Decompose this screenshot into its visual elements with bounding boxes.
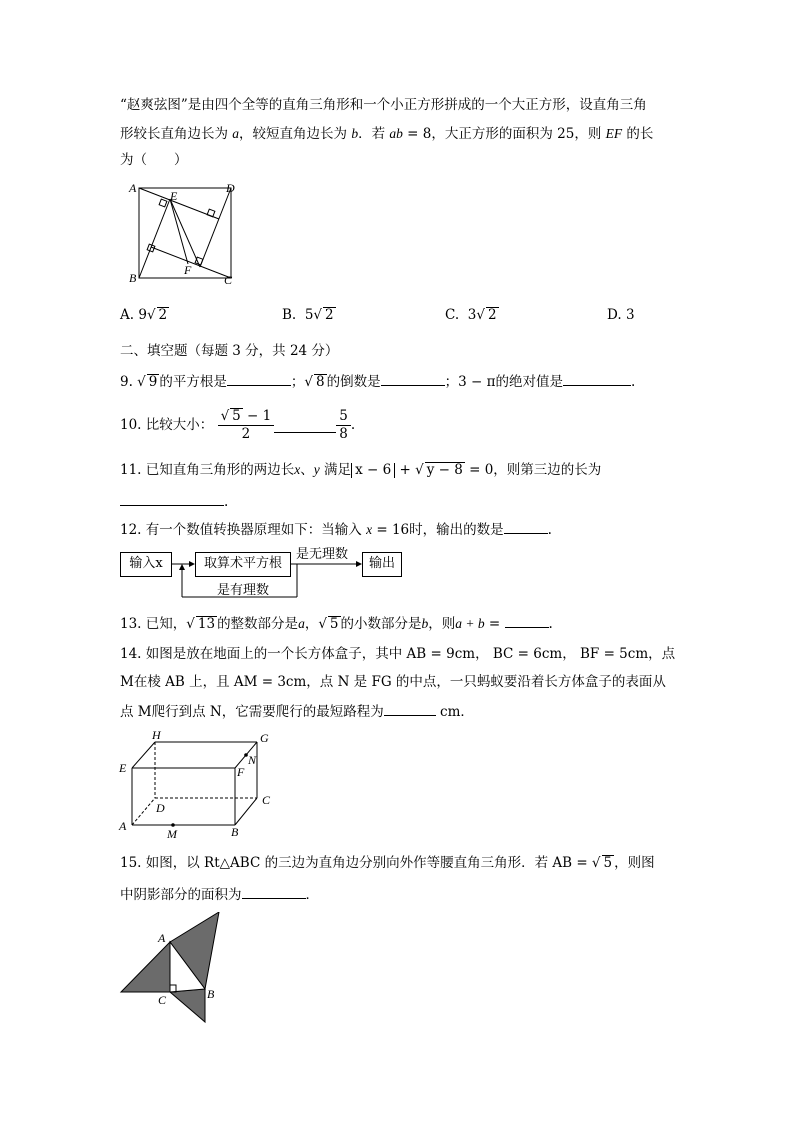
- label-M: M: [167, 827, 177, 841]
- q11-x: x: [294, 462, 301, 477]
- label-H: H: [152, 728, 161, 742]
- q10-num: 10. 比较大小：: [120, 417, 214, 433]
- q13-rad2: 5: [329, 616, 339, 632]
- q11-rad: y − 8: [426, 462, 463, 478]
- q11-eq: = 0: [464, 462, 494, 478]
- zhao-shuang-diagram: [120, 178, 250, 288]
- option-c-rad: 2: [487, 307, 497, 323]
- q12-answer-blank[interactable]: [504, 520, 548, 534]
- q9-answer3-blank[interactable]: [563, 372, 631, 386]
- label-C: C: [158, 993, 167, 1007]
- option-c-letter: C.: [445, 307, 460, 323]
- q10-f1-tail: − 1: [242, 408, 272, 424]
- q13: 13. 已知，√ 13 的整数部分是a，√ 5 的小数部分是b，则a + b = .: [120, 616, 553, 632]
- q15-answer-blank[interactable]: [242, 885, 306, 899]
- label-C: C: [262, 793, 271, 807]
- q9-rad1: 9: [148, 374, 158, 390]
- q14-line3a: 点 M爬行到点 N，它需要爬行的最短路程为: [120, 704, 384, 720]
- q9-t2: 的倒数是: [326, 374, 381, 390]
- label-D: D: [226, 181, 235, 195]
- q8-line2-c: ．若: [358, 126, 390, 142]
- q12-t1: 12. 有一个数值转换器原理如下：当输入: [120, 522, 367, 538]
- q15-line2: [120, 885, 319, 904]
- q9-t3: 的绝对值是: [495, 374, 563, 390]
- q10-f2-den: 8: [339, 426, 348, 442]
- label-B: B: [207, 987, 215, 1001]
- option-d-coef: 3: [625, 307, 635, 323]
- q11-plus: +: [395, 462, 416, 478]
- q8-line2-a: 形较长直角边长为: [120, 126, 233, 142]
- q11-t3: ，则第三边的长为: [493, 462, 602, 478]
- option-a[interactable]: A. 9√ 2: [120, 307, 168, 323]
- q13-t6: =: [484, 616, 505, 632]
- q12-t2: 时，输出的数是: [409, 522, 504, 538]
- option-d-letter: D.: [607, 307, 622, 323]
- option-c[interactable]: C. 3√ 2: [445, 307, 497, 323]
- label-A: A: [129, 181, 137, 195]
- q12-end: .: [547, 522, 552, 538]
- cuboid-diagram: [115, 728, 285, 843]
- q11-t1: 11. 已知直角三角形的两边长: [120, 462, 295, 478]
- label-B: B: [231, 825, 239, 839]
- q10-f2-num: 5: [336, 408, 351, 426]
- q13-t1: 13. 已知，: [120, 616, 187, 632]
- q11-line2: [120, 492, 228, 511]
- q13-t5: ，则: [428, 616, 456, 632]
- q13-expr: a + b: [455, 616, 485, 631]
- q9-sep2: ；: [444, 374, 459, 390]
- flow-irrational-label: 是无理数: [296, 547, 349, 562]
- q11-t2: 满足: [319, 462, 352, 478]
- q13-t4: 的小数部分是: [340, 616, 422, 632]
- q11-y: y: [313, 462, 320, 477]
- q9-sep1: ；: [290, 374, 305, 390]
- option-d[interactable]: [607, 306, 635, 324]
- q10-fraction2: [336, 408, 351, 443]
- label-D: D: [156, 801, 165, 815]
- option-b-rad: 2: [325, 307, 334, 323]
- q14-answer-blank[interactable]: [384, 702, 436, 716]
- q10-f1-den: 2: [241, 426, 251, 442]
- q8-line2-d: = 8，大正方形的面积为 25，则: [402, 126, 606, 142]
- q10-end: .: [350, 417, 356, 433]
- q10-fraction1: $\frac{√ 5 - 1}{2}$: [218, 408, 275, 443]
- triangles-diagram: [115, 912, 230, 1027]
- q12-cond-value: = 16: [372, 522, 410, 538]
- q15-end: ．: [305, 887, 319, 903]
- flow-output-box: 输出: [362, 552, 402, 577]
- option-b-coef: 5: [304, 307, 314, 323]
- q11-answer-blank[interactable]: [120, 492, 224, 506]
- q8-line2-b: ，较短直角边长为: [239, 126, 352, 142]
- label-F: F: [184, 263, 192, 277]
- q9-answer2-blank[interactable]: [381, 372, 445, 386]
- q13-t3: ，: [304, 616, 319, 632]
- label-F: F: [237, 765, 245, 779]
- q9-answer1-blank[interactable]: [227, 372, 291, 386]
- label-E: E: [170, 189, 178, 203]
- q8-line1: “赵爽弦图”是由四个全等的直角三角形和一个小正方形拼成的一个大正方形，设直角三角: [120, 97, 647, 113]
- q12: [120, 520, 552, 539]
- label-B: B: [129, 271, 137, 285]
- q14-line3: [120, 702, 474, 721]
- q12-cond-x: x: [366, 522, 373, 537]
- q14-line2: M在棱 AB 上，且 AM = 3cm，点 N 是 FG 的中点，一只蚂蚁要沿着长方体盒子的表面从: [120, 674, 666, 690]
- flow-input-box: 输入x: [120, 552, 172, 577]
- q13-answer-blank[interactable]: [505, 614, 549, 628]
- q13-a: a: [298, 616, 305, 631]
- q10: [120, 405, 355, 445]
- q11-sep: 、: [300, 462, 314, 478]
- q8-line2: [120, 125, 653, 143]
- q11-end: .: [224, 494, 229, 510]
- q13-end: .: [548, 616, 553, 632]
- var-a: a: [232, 126, 240, 141]
- q9-expr: 3 − π: [458, 374, 496, 390]
- q11-line1: 11. 已知直角三角形的两边长x、y 满足 x − 6 + √ y − 8 = 0，则第三边的长为: [120, 462, 602, 478]
- q15-line2-text: 中阴影部分的面积为: [120, 887, 242, 903]
- option-a-rad: 2: [158, 307, 168, 323]
- q10-answer-blank[interactable]: [274, 419, 336, 433]
- q11-abs: x − 6: [351, 463, 395, 478]
- var-ab: ab: [389, 126, 403, 141]
- option-b[interactable]: B. 5√ 2: [282, 307, 334, 323]
- q9-end: .: [630, 374, 636, 390]
- q8-line2-e: 的长: [622, 126, 654, 142]
- option-a-letter: A.: [120, 307, 135, 323]
- label-E: E: [119, 761, 127, 775]
- q15-line1a: 15. 如图，以 Rt△ABC 的三边为直角边分别向外作等腰直角三角形．若 AB =: [120, 855, 592, 871]
- label-C: C: [224, 273, 233, 287]
- section-title: 二、填空题（每题 3 分，共 24 分）: [120, 343, 339, 359]
- label-N: N: [248, 753, 257, 767]
- q9-num: 9.: [120, 374, 133, 390]
- flow-rational-label: 是有理数: [217, 583, 270, 598]
- q14-line1: 14. 如图是放在地面上的一个长方体盒子，其中 AB = 9cm， BC = 6cm， BF = 5cm，点: [120, 646, 676, 662]
- q8-line3: 为（ ）: [120, 152, 188, 168]
- q9: 9. √ 9 的平方根是 ；√ 8 的倒数是 ；3 − π的绝对值是 .: [120, 374, 636, 390]
- q15-line1: 15. 如图，以 Rt△ABC 的三边为直角边分别向外作等腰直角三角形．若 AB = √ 5 ，则图: [120, 855, 655, 871]
- q13-b: b: [421, 616, 429, 631]
- label-A: A: [158, 931, 166, 945]
- q9-t1: 的平方根是: [159, 374, 227, 390]
- q15-line1b: ，则图: [614, 855, 655, 871]
- option-c-coef: 3: [467, 307, 477, 323]
- label-A: A: [119, 819, 127, 833]
- option-b-letter: B.: [282, 307, 297, 323]
- q9-rad2: 8: [316, 374, 325, 390]
- label-G: G: [260, 731, 269, 745]
- q10-f1-rad: 5: [232, 408, 241, 424]
- q15-rad: 5: [603, 855, 613, 871]
- q13-t2: 的整数部分是: [217, 616, 299, 632]
- var-b: b: [351, 126, 359, 141]
- q13-rad1: 13: [197, 616, 216, 632]
- option-a-coef: 9: [138, 307, 147, 323]
- q14-line3b: cm．: [435, 704, 474, 720]
- flow-process-box: 取算术平方根: [195, 552, 291, 577]
- var-ef: EF: [605, 126, 623, 141]
